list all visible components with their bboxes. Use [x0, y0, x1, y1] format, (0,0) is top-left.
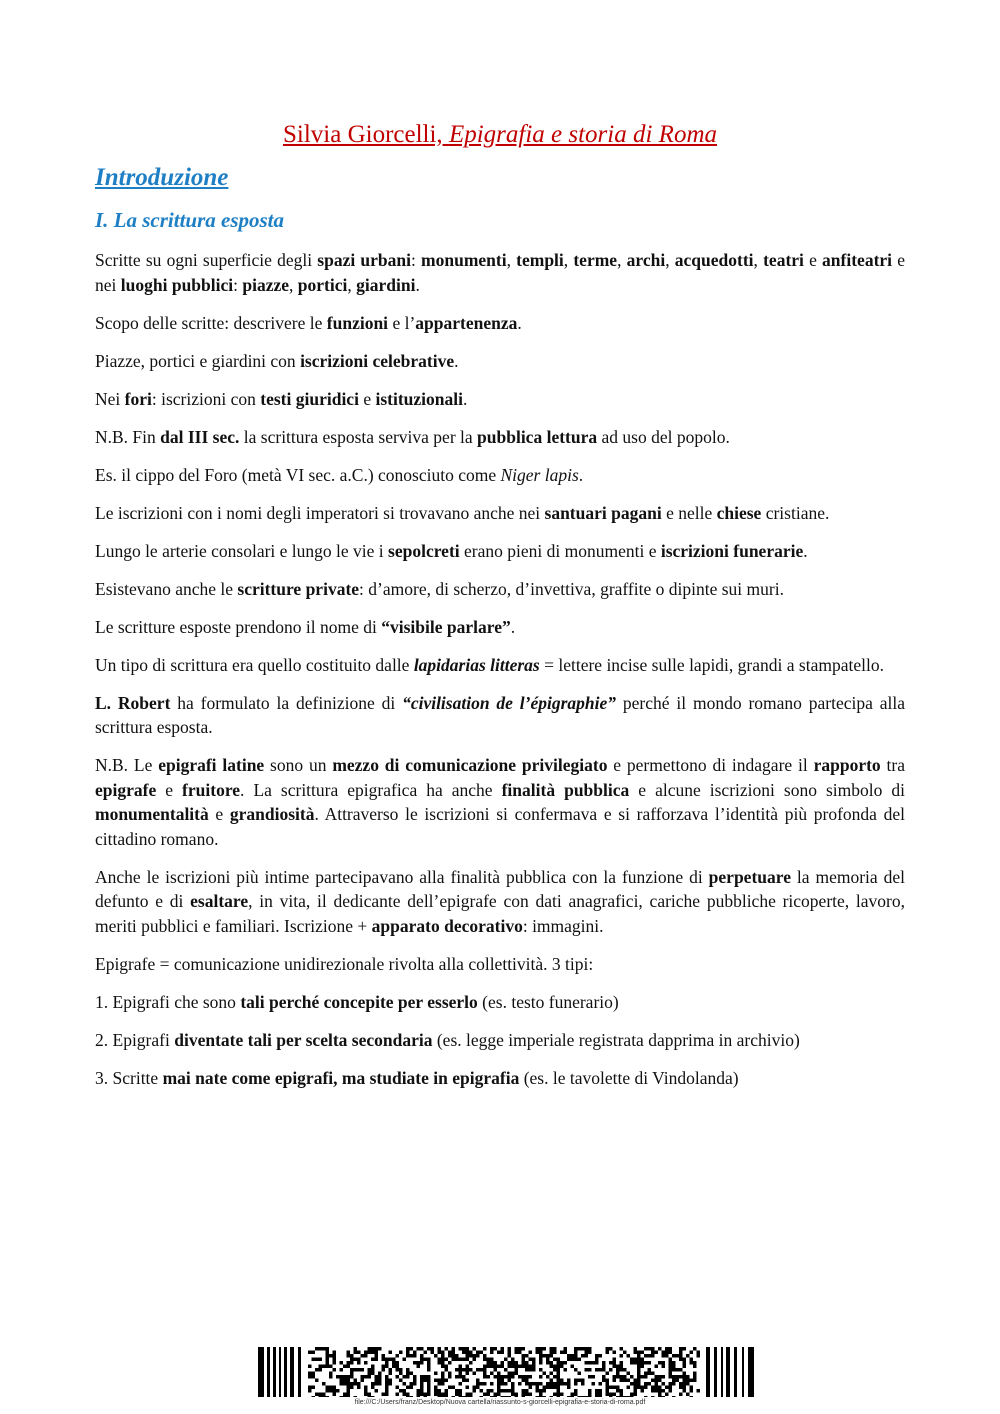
bold-text: epigrafi latine	[158, 755, 265, 775]
text-run: (es. le tavolette di Vindolanda)	[519, 1067, 739, 1088]
text-run: .	[462, 388, 468, 409]
text-run: Un tipo di scrittura era quello costituito dalle	[95, 654, 414, 675]
text-run: Le iscrizioni con i nomi degli imperatori si trovavano anche nei	[95, 502, 545, 523]
bold-text: epigrafe	[95, 779, 157, 800]
text-run: e	[803, 250, 823, 270]
bold-text: perpetuare	[708, 866, 791, 887]
text-run: e nelle	[661, 502, 717, 523]
paragraph	[95, 952, 905, 977]
barcode-icon	[258, 1347, 758, 1397]
text-run: 3. Scritte	[95, 1067, 163, 1088]
text-run: perché il mondo romano partecipa alla scrittura esposta.	[95, 692, 906, 737]
bold-text: portici	[297, 274, 348, 295]
paragraph	[95, 753, 905, 851]
bold-text: “visibile parlare”	[381, 616, 511, 637]
bold-text: teatri	[763, 250, 804, 270]
text-run: erano pieni di monumenti e	[459, 540, 661, 561]
document-title	[95, 118, 905, 152]
text-run: ,	[347, 274, 357, 295]
bold-text: grandiosità	[229, 804, 315, 824]
bold-text: funzioni	[326, 312, 389, 333]
paragraph	[95, 501, 905, 526]
body-text	[95, 248, 905, 1090]
paragraph	[95, 1066, 905, 1091]
paragraph	[95, 311, 905, 336]
bold-text: appartenenza	[415, 312, 518, 333]
bold-text: piazze	[242, 274, 290, 295]
text-run: Scritte su ogni superficie degli	[95, 250, 318, 270]
text-run: . Attraverso le iscrizioni si confermava e si rafforzava l’identità più profonda del cittadino romano.	[95, 804, 905, 849]
bold-text: acquedotti	[674, 250, 754, 270]
bold-text: istituzionali	[375, 388, 463, 409]
bold-text: anfiteatri	[822, 250, 893, 270]
text-run: : iscrizioni con	[151, 388, 261, 409]
bold-text: tali perché concepite per esserlo	[240, 991, 478, 1012]
bold-text: santuari pagani	[544, 502, 662, 523]
bold-text: fori	[124, 388, 152, 409]
bold-text: finalità pubblica	[501, 779, 630, 800]
bold-text: rapporto	[813, 755, 881, 775]
text-run: Esistevano anche le	[95, 578, 238, 599]
text-run: tra	[880, 755, 905, 775]
paragraph	[95, 990, 905, 1015]
text-run: la scrittura esposta serviva per la	[239, 426, 478, 447]
bold-text: archi	[626, 250, 666, 270]
bold-text: mai nate come epigrafi, ma studiate in epigrafia	[162, 1067, 520, 1088]
text-run: e	[208, 804, 230, 824]
text-run: ,	[506, 250, 517, 270]
text-run: .	[415, 274, 420, 295]
text-run: ,	[563, 250, 574, 270]
text-run: e alcune iscrizioni sono simbolo di	[629, 779, 905, 800]
text-run: e nei	[95, 250, 905, 295]
paragraph	[95, 1028, 905, 1053]
bold-text: esaltare	[190, 891, 249, 911]
bold-text: luoghi pubblici	[120, 274, 234, 295]
text-run: la memoria del defunto e di	[95, 866, 905, 911]
bold-text: monumentalità	[95, 804, 209, 824]
paragraph	[95, 463, 905, 488]
bold-text: “civilisation de l’épigraphie”	[402, 692, 617, 713]
text-run: Epigrafe = comunicazione unidirezionale rivolta alla collettività. 3 tipi:	[95, 953, 594, 974]
bold-text: sepolcreti	[388, 540, 460, 561]
text-run: .	[803, 540, 808, 561]
text-run: N.B. Le	[95, 755, 159, 775]
text-run: 2. Epigrafi	[95, 1029, 175, 1050]
text-run: : d’amore, di scherzo, d’invettiva, graffite o dipinte sui muri.	[359, 578, 784, 599]
bold-text: iscrizioni celebrative	[300, 350, 455, 371]
section-heading: Introduzione	[95, 164, 229, 191]
text-run: e	[156, 779, 183, 800]
text-run: Le scritture esposte prendono il nome di	[95, 616, 382, 637]
bold-text: apparato decorativo	[371, 915, 523, 936]
text-run: Anche le iscrizioni più intime partecipavano alla finalità pubblica con la funzione di	[95, 866, 709, 887]
text-run: :	[410, 250, 422, 270]
bold-text: L. Robert	[95, 692, 171, 713]
text-run: ,	[289, 274, 298, 295]
paragraph	[95, 248, 905, 297]
text-run: .	[517, 312, 522, 333]
bold-text: dal III sec.	[160, 426, 240, 447]
text-run: .	[578, 464, 584, 485]
bold-text: chiese	[716, 502, 762, 523]
text-run: = lettere incise sulle lapidi, grandi a stampatello.	[539, 654, 884, 675]
bold-text: diventate tali per scelta secondaria	[174, 1029, 433, 1050]
text-run: ,	[753, 250, 764, 270]
paragraph	[95, 691, 905, 740]
text-run: ,	[617, 250, 627, 270]
bold-text: giardini	[356, 274, 416, 295]
bold-text: iscrizioni funerarie	[660, 540, 804, 561]
text-run: Lungo le arterie consolari e lungo le vie i	[95, 540, 389, 561]
text-run: . La scrittura epigrafica ha anche	[240, 779, 502, 800]
text-run: :	[233, 274, 243, 295]
barcode	[258, 1347, 758, 1397]
text-run: Es. il cippo del Foro (metà VI sec. a.C.) conosciuto come	[95, 464, 501, 485]
bold-text: templi	[516, 250, 564, 270]
paragraph	[95, 577, 905, 602]
text-run: , in vita, il dedicante dell’epigrafe con dati anagrafici, cariche pubbliche ricoperte, lavoro, meriti pubblici e familiari. Iscrizione +	[95, 891, 905, 936]
text-run: .	[454, 350, 459, 371]
text-run: ha formulato la definizione di	[170, 692, 403, 713]
paragraph	[95, 425, 905, 450]
text-run: cristiane.	[761, 502, 830, 523]
text-run: e l’	[388, 312, 416, 333]
paragraph	[95, 387, 905, 412]
text-run: sono un	[264, 755, 333, 775]
title-work: Epigrafia e storia di Roma	[448, 121, 717, 148]
file-path: file:///C:/Users/franz/Desktop/Nuova cartella/riassunto-s-giorcelli-epigrafia-e-storia-di-roma.pdf	[354, 1399, 646, 1406]
text-run: ad uso del popolo.	[597, 426, 730, 447]
bold-text: lapidarias litteras	[413, 654, 540, 675]
bold-text: fruitore	[182, 779, 241, 800]
subsection-heading: I. La scrittura esposta	[95, 208, 285, 232]
document-page	[95, 118, 905, 1104]
bold-text: pubblica lettura	[477, 426, 598, 447]
text-run: (es. testo funerario)	[477, 991, 619, 1012]
bold-text: scritture private	[237, 578, 360, 599]
text-run: Scopo delle scritte: descrivere le	[95, 312, 327, 333]
paragraph	[95, 539, 905, 564]
title-author: Silvia Giorcelli,	[282, 121, 449, 148]
bold-text: monumenti	[421, 250, 507, 270]
text-run: ,	[665, 250, 675, 270]
paragraph	[95, 615, 905, 640]
text-run: Nei	[95, 388, 125, 409]
bold-text: mezzo di comunicazione privilegiato	[332, 755, 608, 775]
text-run: N.B. Fin	[95, 426, 161, 447]
text-run: e permettono di indagare il	[607, 755, 814, 775]
text-run: e	[358, 388, 376, 409]
bold-text: testi giuridici	[260, 388, 359, 409]
bold-text: spazi urbani	[317, 250, 411, 270]
text-run: Piazze, portici e giardini con	[95, 350, 301, 371]
paragraph	[95, 865, 905, 939]
paragraph	[95, 349, 905, 374]
text-run: 1. Epigrafi che sono	[95, 991, 241, 1012]
text-run: (es. legge imperiale registrata dapprima in archivio)	[432, 1029, 800, 1050]
text-run: : immagini.	[522, 915, 604, 936]
italic-text: Niger lapis	[500, 464, 579, 485]
bold-text: terme	[573, 250, 618, 270]
text-run: .	[510, 616, 516, 637]
paragraph	[95, 653, 905, 678]
